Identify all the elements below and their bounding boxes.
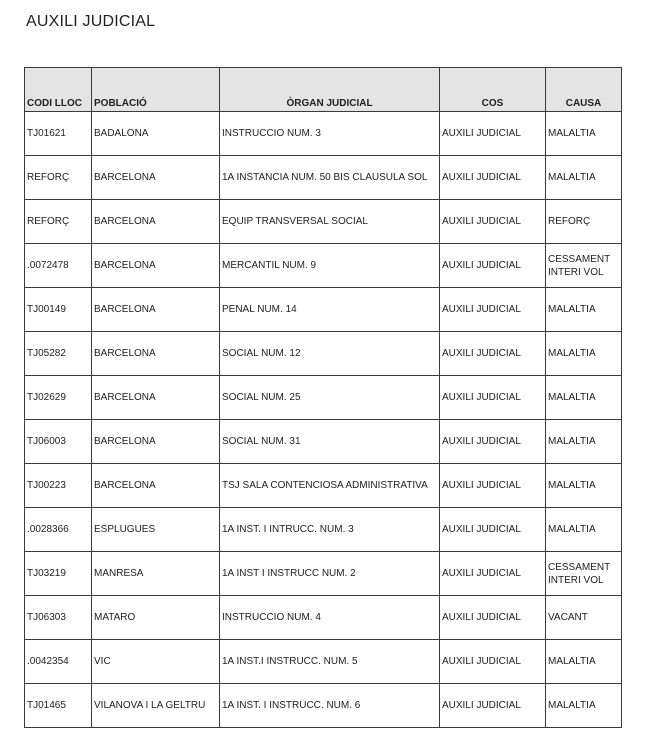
cell-poblacio: BADALONA bbox=[92, 112, 220, 156]
cell-poblacio: BARCELONA bbox=[92, 464, 220, 508]
cell-poblacio: BARCELONA bbox=[92, 244, 220, 288]
table-row bbox=[25, 244, 622, 288]
cell-cos: AUXILI JUDICIAL bbox=[440, 684, 546, 728]
cell-causa: MALALTIA bbox=[546, 420, 622, 464]
cell-organ-judicial: 1A INSTANCIA NUM. 50 BIS CLAUSULA SOL bbox=[220, 156, 440, 200]
cell-poblacio: MATARO bbox=[92, 596, 220, 640]
cell-codi-lloc: TJ01465 bbox=[25, 684, 92, 728]
cell-cos: AUXILI JUDICIAL bbox=[440, 288, 546, 332]
cell-organ-judicial: TSJ SALA CONTENCIOSA ADMINISTRATIVA bbox=[220, 464, 440, 508]
positions-table bbox=[24, 67, 622, 728]
cell-poblacio: BARCELONA bbox=[92, 288, 220, 332]
cell-codi-lloc: .0042354 bbox=[25, 640, 92, 684]
cell-causa: MALALTIA bbox=[546, 640, 622, 684]
table-row bbox=[25, 420, 622, 464]
cell-codi-lloc: TJ00223 bbox=[25, 464, 92, 508]
cell-cos: AUXILI JUDICIAL bbox=[440, 508, 546, 552]
page-title: AUXILI JUDICIAL bbox=[26, 13, 156, 30]
cell-poblacio: MANRESA bbox=[92, 552, 220, 596]
cell-organ-judicial: MERCANTIL NUM. 9 bbox=[220, 244, 440, 288]
table-row bbox=[25, 332, 622, 376]
cell-cos: AUXILI JUDICIAL bbox=[440, 112, 546, 156]
table-row bbox=[25, 156, 622, 200]
cell-causa: MALALTIA bbox=[546, 464, 622, 508]
cell-organ-judicial: SOCIAL NUM. 12 bbox=[220, 332, 440, 376]
cell-codi-lloc: REFORÇ bbox=[25, 156, 92, 200]
cell-organ-judicial: 1A INST. I INTRUCC. NUM. 3 bbox=[220, 508, 440, 552]
header-causa: CAUSA bbox=[546, 68, 622, 112]
cell-codi-lloc: .0072478 bbox=[25, 244, 92, 288]
header-organ-judicial: ÒRGAN JUDICIAL bbox=[220, 68, 440, 112]
cell-poblacio: BARCELONA bbox=[92, 332, 220, 376]
table-row bbox=[25, 596, 622, 640]
table-header-row bbox=[25, 68, 622, 112]
cell-poblacio: BARCELONA bbox=[92, 156, 220, 200]
cell-codi-lloc: TJ03219 bbox=[25, 552, 92, 596]
cell-poblacio: VIC bbox=[92, 640, 220, 684]
cell-causa: MALALTIA bbox=[546, 684, 622, 728]
cell-organ-judicial: SOCIAL NUM. 31 bbox=[220, 420, 440, 464]
cell-codi-lloc: TJ06303 bbox=[25, 596, 92, 640]
cell-codi-lloc: TJ00149 bbox=[25, 288, 92, 332]
header-poblacio: POBLACIÓ bbox=[92, 68, 220, 112]
cell-organ-judicial: EQUIP TRANSVERSAL SOCIAL bbox=[220, 200, 440, 244]
cell-cos: AUXILI JUDICIAL bbox=[440, 156, 546, 200]
cell-cos: AUXILI JUDICIAL bbox=[440, 640, 546, 684]
cell-codi-lloc: TJ05282 bbox=[25, 332, 92, 376]
cell-cos: AUXILI JUDICIAL bbox=[440, 376, 546, 420]
table-row bbox=[25, 376, 622, 420]
cell-causa: MALALTIA bbox=[546, 332, 622, 376]
cell-causa: CESSAMENT INTERI VOL bbox=[546, 244, 622, 288]
cell-poblacio: BARCELONA bbox=[92, 376, 220, 420]
cell-cos: AUXILI JUDICIAL bbox=[440, 596, 546, 640]
cell-organ-judicial: 1A INST. I INSTRUCC. NUM. 6 bbox=[220, 684, 440, 728]
table-row bbox=[25, 640, 622, 684]
table-body bbox=[25, 112, 622, 728]
cell-codi-lloc: REFORÇ bbox=[25, 200, 92, 244]
cell-cos: AUXILI JUDICIAL bbox=[440, 200, 546, 244]
cell-organ-judicial: 1A INST.I INSTRUCC. NUM. 5 bbox=[220, 640, 440, 684]
cell-causa: MALALTIA bbox=[546, 288, 622, 332]
table-row bbox=[25, 464, 622, 508]
cell-causa: MALALTIA bbox=[546, 376, 622, 420]
cell-organ-judicial: 1A INST I INSTRUCC NUM. 2 bbox=[220, 552, 440, 596]
header-cos: COS bbox=[440, 68, 546, 112]
cell-poblacio: BARCELONA bbox=[92, 200, 220, 244]
cell-cos: AUXILI JUDICIAL bbox=[440, 420, 546, 464]
cell-organ-judicial: INSTRUCCIO NUM. 3 bbox=[220, 112, 440, 156]
cell-poblacio: BARCELONA bbox=[92, 420, 220, 464]
cell-causa: MALALTIA bbox=[546, 156, 622, 200]
cell-organ-judicial: PENAL NUM. 14 bbox=[220, 288, 440, 332]
cell-cos: AUXILI JUDICIAL bbox=[440, 244, 546, 288]
cell-causa: MALALTIA bbox=[546, 508, 622, 552]
table-row bbox=[25, 200, 622, 244]
cell-causa: REFORÇ bbox=[546, 200, 622, 244]
cell-codi-lloc: .0028366 bbox=[25, 508, 92, 552]
cell-organ-judicial: INSTRUCCIO NUM. 4 bbox=[220, 596, 440, 640]
table-row bbox=[25, 112, 622, 156]
table-row bbox=[25, 684, 622, 728]
cell-causa: CESSAMENT INTERI VOL bbox=[546, 552, 622, 596]
cell-codi-lloc: TJ02629 bbox=[25, 376, 92, 420]
cell-poblacio: VILANOVA I LA GELTRU bbox=[92, 684, 220, 728]
cell-cos: AUXILI JUDICIAL bbox=[440, 332, 546, 376]
cell-poblacio: ESPLUGUES bbox=[92, 508, 220, 552]
cell-cos: AUXILI JUDICIAL bbox=[440, 552, 546, 596]
cell-cos: AUXILI JUDICIAL bbox=[440, 464, 546, 508]
cell-causa: VACANT bbox=[546, 596, 622, 640]
table-row bbox=[25, 508, 622, 552]
cell-codi-lloc: TJ01621 bbox=[25, 112, 92, 156]
cell-codi-lloc: TJ06003 bbox=[25, 420, 92, 464]
cell-causa: MALALTIA bbox=[546, 112, 622, 156]
header-codi-lloc: CODI LLOC bbox=[25, 68, 92, 112]
table-row bbox=[25, 552, 622, 596]
cell-organ-judicial: SOCIAL NUM. 25 bbox=[220, 376, 440, 420]
table-row bbox=[25, 288, 622, 332]
